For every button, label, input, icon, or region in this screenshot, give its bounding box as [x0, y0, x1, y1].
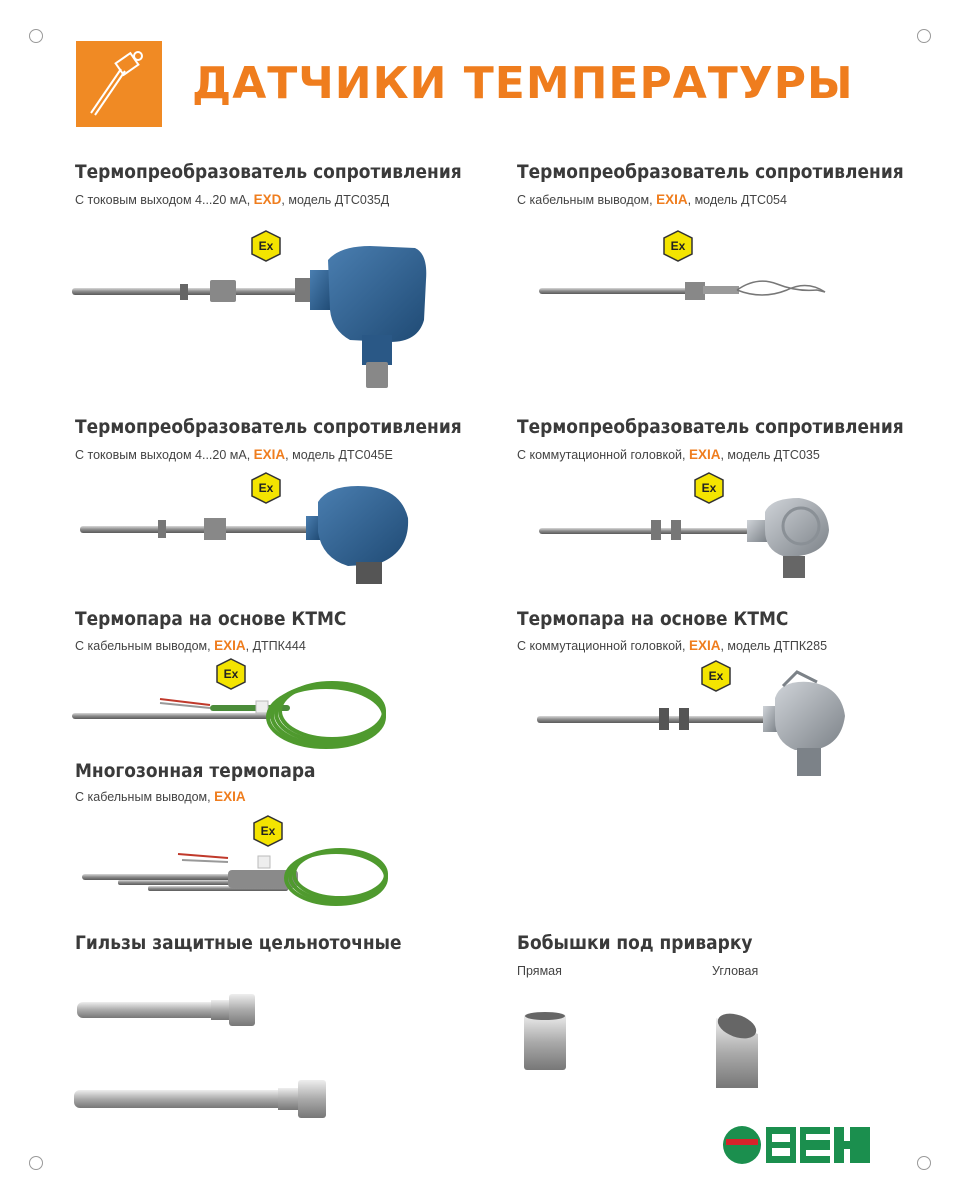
- svg-text:Ex: Ex: [258, 239, 274, 253]
- product-dts045e-image: [78, 482, 418, 592]
- product-boss-straight-image: [520, 1008, 570, 1074]
- section-title: Термопреобразователь сопротивления: [517, 162, 904, 183]
- product-dts035d-image: [70, 240, 440, 400]
- svg-text:Ex: Ex: [670, 239, 686, 253]
- section-subtitle: С кабельным выводом, EXIA, ДТПК444: [75, 638, 306, 653]
- section-title: Термопреобразователь сопротивления: [75, 417, 462, 438]
- svg-text:Ex: Ex: [708, 669, 724, 683]
- section-title: Термопреобразователь сопротивления: [75, 162, 462, 183]
- svg-text:Ex: Ex: [223, 667, 239, 681]
- section-title: Термопреобразователь сопротивления: [517, 417, 904, 438]
- mount-hole: [29, 29, 43, 43]
- section-title: Термопара на основе КТМС: [517, 609, 789, 630]
- ex-hazard-icon: [662, 230, 694, 262]
- section-title: Многозонная термопара: [75, 761, 316, 782]
- product-dtpk444-image: [70, 675, 390, 750]
- mount-hole: [917, 1156, 931, 1170]
- product-boss-angled-image: [712, 1008, 762, 1092]
- thermometer-probe-icon: [76, 41, 162, 127]
- boss-angled-label: Угловая: [712, 964, 759, 978]
- mount-hole: [29, 1156, 43, 1170]
- product-thermowell-long-image: [72, 1078, 332, 1120]
- svg-text:Ex: Ex: [260, 824, 276, 838]
- product-dts035-image: [537, 496, 837, 586]
- product-multizone-image: [78, 840, 398, 910]
- header-logo-box: [76, 41, 162, 127]
- oven-logo: [722, 1125, 872, 1165]
- section-title: Термопара на основе КТМС: [75, 609, 347, 630]
- page-title: ДАТЧИКИ ТЕМПЕРАТУРЫ: [192, 58, 854, 109]
- section-title: Бобышки под приварку: [517, 933, 753, 954]
- boss-straight-label: Прямая: [517, 964, 562, 978]
- section-subtitle: С токовым выходом 4...20 мА, EXIA, модель ДТС045Е: [75, 447, 393, 462]
- section-subtitle: С кабельным выводом, EXIA, модель ДТС054: [517, 192, 787, 207]
- section-subtitle: С кабельным выводом, EXIA: [75, 789, 246, 804]
- section-title: Гильзы защитные цельноточные: [75, 933, 402, 954]
- product-dtpk285-image: [535, 670, 855, 785]
- product-thermowell-short-image: [75, 990, 265, 1030]
- section-subtitle: С коммутационной головкой, EXIA, модель ДТПК285: [517, 638, 828, 653]
- mount-hole: [917, 29, 931, 43]
- svg-text:Ex: Ex: [258, 481, 274, 495]
- section-subtitle: С коммутационной головкой, EXIA, модель ДТС035: [517, 447, 820, 462]
- product-dts054-image: [537, 270, 837, 310]
- section-subtitle: С токовым выходом 4...20 мА, EXD, модель ДТС035Д: [75, 192, 390, 207]
- svg-text:Ex: Ex: [701, 481, 717, 495]
